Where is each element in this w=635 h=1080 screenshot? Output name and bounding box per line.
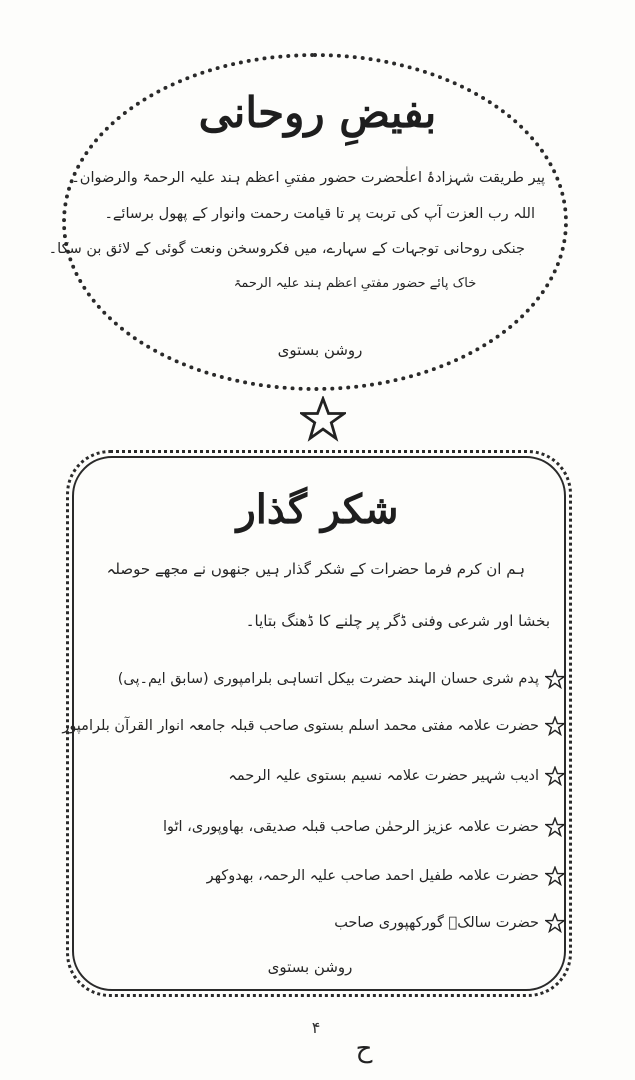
signature-mark: ح [355,1034,373,1064]
acknowledgement-item-text: حضرت علامہ عزیز الرحمٰن صاحب قبلہ صدیقی، بھاوپوری، اٹوا [162,819,539,835]
acknowledgement-item-text: حضرت علامہ طفیل احمد صاحب علیہ الرحمہ، بھدوکھر [206,868,539,884]
star-icon [545,913,565,933]
star-icon [545,716,565,736]
acknowledgement-item [95,908,565,938]
page-number: ۴ [311,1018,321,1037]
acknowledgement-item [62,711,565,741]
acknowledgement-item [95,861,565,891]
acknowledgement-item [95,812,565,842]
dedication-line: جنکی روحانی توجہات کے سہارے، میں فکروسخن ونعت گوئی کے لائق بن سکا۔ [48,241,525,257]
acknowledgement-paragraph-line: ہم ان کرم فرما حضرات کے شکر گذار ہیں جنھوں نے مجھے حوصلہ [106,560,525,578]
dedication-line: اللہ رب العزت آپ کی تربت پر تا قیامت رحمت وانوار کے پھول برسائے۔ [104,206,535,222]
dedication-line: خاک پائے حضور مفتیِ اعظم ہند علیہ الرحمۃ [233,276,477,291]
acknowledgement-item [95,761,565,791]
dedication-line: پیر طریقت شہزادۂ اعلٰحضرت حضور مفتیِ اعظم ہند علیہ الرحمۃ والرضوان۔ [71,170,545,186]
star-icon [545,766,565,786]
dedication-title: بفیضِ روحانی [198,88,437,137]
acknowledgement-signature: روشن بستوی [267,958,353,976]
star-icon [300,396,346,442]
acknowledgement-item-text: پدم شری حسان الہند حضرت بیکل اتساہی بلرامپوری (سابق ایم۔پی) [117,671,539,687]
dedication-signature: روشن بستوی [277,341,363,359]
acknowledgement-title: شکر گذار [236,486,399,533]
acknowledgement-item-text: ادیب شہیر حضرت علامہ نسیم بستوی علیہ الرحمہ [228,768,539,784]
acknowledgement-paragraph-line: بخشا اور شرعی وفنی ڈگر پر چلنے کا ڈھنگ بتایا۔ [245,612,550,630]
acknowledgement-item-text: حضرت سالکؔ گورکھپوری صاحب [334,915,539,931]
acknowledgement-item-text: حضرت علامہ مفتی محمد اسلم بستوی صاحب قبلہ جامعہ انوار القرآن بلرامپور [62,718,539,734]
star-icon [545,817,565,837]
star-icon [545,669,565,689]
acknowledgement-item [95,664,565,694]
star-icon [545,866,565,886]
